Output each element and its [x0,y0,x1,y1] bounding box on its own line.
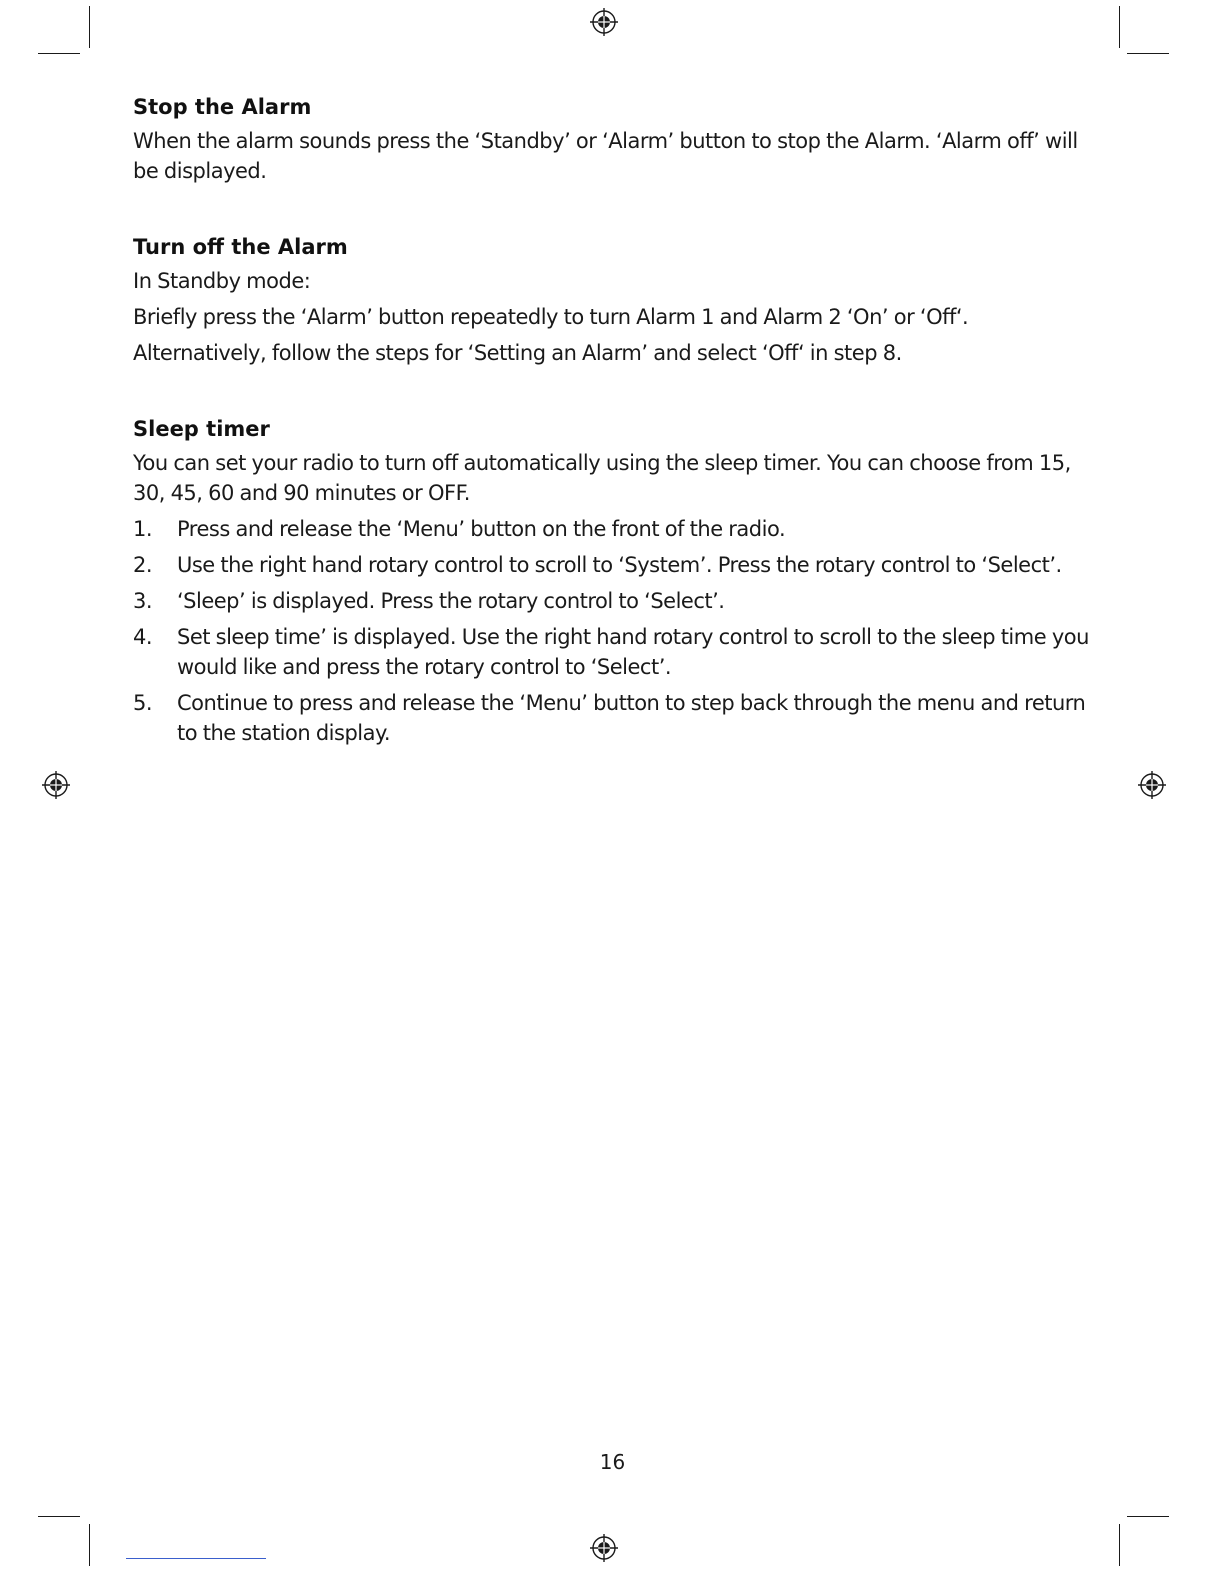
step-number: 4. [133,625,153,649]
crop-mark-bottom-right-vertical [1119,1524,1120,1566]
footer-link-underline [126,1558,266,1559]
registration-mark-icon [590,8,618,36]
step-number: 2. [133,553,153,577]
section-stop-alarm [133,90,1093,186]
list-item [133,586,1093,616]
registration-mark-icon [590,1534,618,1562]
step-number: 3. [133,589,153,613]
crop-mark-top-right-vertical [1119,6,1120,48]
section-heading: Sleep timer [133,417,270,441]
step-text: Continue to press and release the ‘Menu’ button to step back through the menu and return to the station display. [177,691,1086,745]
section-paragraph: When the alarm sounds press the ‘Standby’ or ‘Alarm’ button to stop the Alarm. ‘Alarm off’ will be displayed. [133,129,1078,183]
list-item [133,550,1093,580]
page-number: 16 [599,1450,626,1474]
step-text: ‘Sleep’ is displayed. Press the rotary control to ‘Select’. [177,589,725,613]
step-number: 1. [133,517,153,541]
section-heading: Stop the Alarm [133,95,312,119]
section-paragraph: In Standby mode: [133,269,311,293]
section-sleep-timer [133,412,1093,748]
section-heading: Turn off the Alarm [133,235,348,259]
list-item [133,514,1093,544]
step-number: 5. [133,691,153,715]
registration-mark-icon [42,771,70,799]
section-turn-off-alarm [133,230,1093,368]
crop-mark-bottom-right-horizontal [1127,1516,1169,1517]
crop-mark-top-right-horizontal [1127,53,1169,54]
section-paragraph: You can set your radio to turn off automatically using the sleep timer. You can choose from 15, 30, 45, 60 and 90 minutes or OFF. [133,451,1071,505]
list-item [133,688,1093,748]
step-text: Set sleep time’ is displayed. Use the right hand rotary control to scroll to the sleep time you would like and press the rotary control to ‘Select’. [177,625,1089,679]
crop-mark-top-left-horizontal [38,53,80,54]
step-text: Use the right hand rotary control to scroll to ‘System’. Press the rotary control to ‘Select’. [177,553,1062,577]
crop-mark-top-left-vertical [89,6,90,48]
page-content [133,90,1093,754]
section-paragraph: Briefly press the ‘Alarm’ button repeatedly to turn Alarm 1 and Alarm 2 ‘On’ or ‘Off‘. [133,305,969,329]
list-item [133,622,1093,682]
registration-mark-icon [1138,771,1166,799]
crop-mark-bottom-left-vertical [89,1524,90,1566]
step-text: Press and release the ‘Menu’ button on the front of the radio. [177,517,786,541]
section-paragraph: Alternatively, follow the steps for ‘Setting an Alarm’ and select ‘Off‘ in step 8. [133,341,902,365]
crop-mark-bottom-left-horizontal [38,1516,80,1517]
steps-list [133,514,1093,748]
